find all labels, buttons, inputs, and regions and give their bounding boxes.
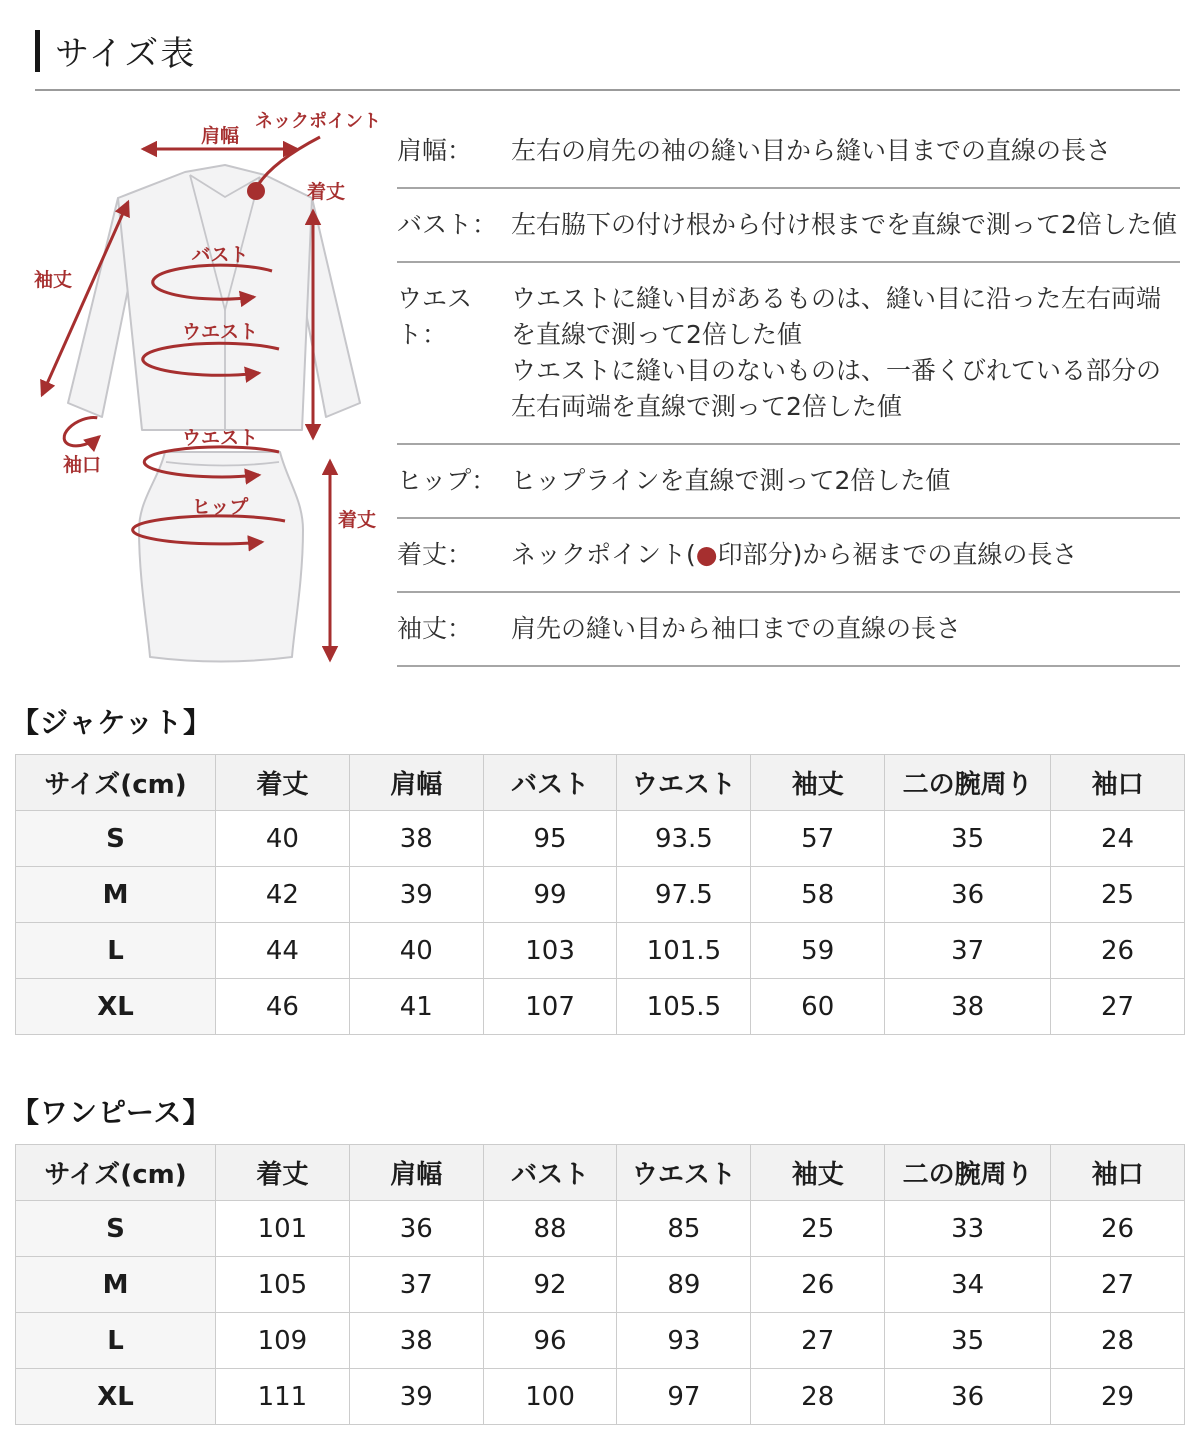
column-header: 肩幅 xyxy=(349,1145,483,1201)
definition-row-waist xyxy=(397,263,1180,445)
onepiece-size-section xyxy=(11,1091,1185,1425)
column-header: 二の腕周り xyxy=(885,755,1051,811)
shoulder-width-label: 肩幅 xyxy=(200,125,240,147)
definition-row-body-length xyxy=(397,519,1180,593)
table-row xyxy=(16,1201,1185,1257)
measurement-value: 38 xyxy=(885,979,1051,1035)
measurement-value: 35 xyxy=(885,1313,1051,1369)
column-header: バスト xyxy=(483,755,617,811)
measurement-value: 42 xyxy=(216,867,350,923)
onepiece-table-heading: 【ワンピース】 xyxy=(11,1096,212,1129)
jacket-body-outline xyxy=(118,165,312,430)
cuff-label: 袖口 xyxy=(62,454,102,476)
table-row xyxy=(16,1313,1185,1369)
column-header: ウエスト xyxy=(617,755,751,811)
measurement-value: 89 xyxy=(617,1257,751,1313)
definition-term: バスト： xyxy=(397,210,498,239)
sleeve-length-label: 袖丈 xyxy=(33,269,73,291)
table-row xyxy=(16,979,1185,1035)
measurement-value: 29 xyxy=(1051,1369,1185,1425)
measurement-value: 101 xyxy=(216,1201,350,1257)
size-column-header: サイズ(cm) xyxy=(16,1145,216,1201)
header-row xyxy=(16,1145,1185,1201)
size-label: L xyxy=(16,923,216,979)
page-title: サイズ表 xyxy=(55,34,197,74)
measurement-value: 28 xyxy=(1051,1313,1185,1369)
cuff-ellipse-arrow xyxy=(60,414,105,452)
column-header: ウエスト xyxy=(617,1145,751,1201)
definition-term: ヒップ： xyxy=(397,466,497,495)
measurement-value: 109 xyxy=(216,1313,350,1369)
column-header: 着丈 xyxy=(216,755,350,811)
definition-term: ウエスト： xyxy=(397,284,473,349)
neck-point-dot xyxy=(247,182,265,200)
measurement-value: 37 xyxy=(349,1257,483,1313)
column-header: 肩幅 xyxy=(349,755,483,811)
definition-term: 肩幅： xyxy=(397,136,473,165)
definition-text-prefix: ネックポイント( xyxy=(511,540,696,569)
measurement-value: 26 xyxy=(751,1257,885,1313)
measurement-value: 60 xyxy=(751,979,885,1035)
measurement-value: 40 xyxy=(216,811,350,867)
definition-line: を直線で測って2倍した値 xyxy=(511,320,802,349)
measurement-value: 93.5 xyxy=(617,811,751,867)
measurement-value: 85 xyxy=(617,1201,751,1257)
measurement-value: 96 xyxy=(483,1313,617,1369)
measurement-value: 41 xyxy=(349,979,483,1035)
onepiece-size-table xyxy=(15,1144,1185,1425)
column-header: 袖丈 xyxy=(751,755,885,811)
measurement-value: 93 xyxy=(617,1313,751,1369)
measurement-value: 25 xyxy=(751,1201,885,1257)
jacket-size-section xyxy=(11,701,1185,1035)
size-label: L xyxy=(16,1313,216,1369)
column-header: バスト xyxy=(483,1145,617,1201)
column-header: 袖口 xyxy=(1051,755,1185,811)
measurement-value: 103 xyxy=(483,923,617,979)
measurement-value: 38 xyxy=(349,1313,483,1369)
measurement-value: 95 xyxy=(483,811,617,867)
size-column-header: サイズ(cm) xyxy=(16,755,216,811)
definition-row-bust xyxy=(397,189,1180,263)
measurement-value: 105.5 xyxy=(617,979,751,1035)
definition-line: ウエストに縫い目のないものは、一番くびれている部分の xyxy=(511,356,1162,385)
size-label: M xyxy=(16,1257,216,1313)
measurement-value: 39 xyxy=(349,867,483,923)
measurement-value: 27 xyxy=(751,1313,885,1369)
measurement-value: 25 xyxy=(1051,867,1185,923)
page-header xyxy=(35,0,1180,91)
size-tables-section xyxy=(0,701,1200,1425)
garment-diagram xyxy=(25,105,383,689)
measurement-value: 26 xyxy=(1051,923,1185,979)
skirt-waist-label: ウエスト xyxy=(181,427,259,449)
table-row xyxy=(16,867,1185,923)
table-row xyxy=(16,811,1185,867)
definition-row-sleeve-length xyxy=(397,593,1180,667)
measurement-value: 97.5 xyxy=(617,867,751,923)
skirt-length-label: 着丈 xyxy=(338,509,377,531)
table-row xyxy=(16,1257,1185,1313)
definition-term: 着丈： xyxy=(397,540,473,569)
measurement-value: 27 xyxy=(1051,1257,1185,1313)
definition-row-hip xyxy=(397,445,1180,519)
measurement-value: 100 xyxy=(483,1369,617,1425)
neck-point-label: ネックポイント xyxy=(255,111,381,132)
definition-description: 左右の肩先の袖の縫い目から縫い目までの直線の長さ xyxy=(511,136,1112,165)
neck-point-dot-glyph: ● xyxy=(695,540,718,569)
definition-description xyxy=(511,281,1180,425)
bust-label: バスト xyxy=(191,244,249,266)
measurement-value: 105 xyxy=(216,1257,350,1313)
size-label: M xyxy=(16,867,216,923)
measurement-value: 58 xyxy=(751,867,885,923)
measurement-value: 39 xyxy=(349,1369,483,1425)
measurement-value: 88 xyxy=(483,1201,617,1257)
table-row xyxy=(16,923,1185,979)
measurement-value: 99 xyxy=(483,867,617,923)
column-header: 袖口 xyxy=(1051,1145,1185,1201)
measurement-value: 34 xyxy=(885,1257,1051,1313)
measurement-value: 38 xyxy=(349,811,483,867)
definition-line: ウエストに縫い目があるものは、縫い目に沿った左右両端 xyxy=(511,284,1162,313)
size-label: XL xyxy=(16,979,216,1035)
column-header: 袖丈 xyxy=(751,1145,885,1201)
jacket-waist-label: ウエスト xyxy=(181,321,259,343)
measurement-value: 44 xyxy=(216,923,350,979)
measurement-value: 33 xyxy=(885,1201,1051,1257)
definition-line: 左右両端を直線で測って2倍した値 xyxy=(511,392,902,421)
definition-description: 肩先の縫い目から袖口までの直線の長さ xyxy=(511,614,962,643)
measurement-value: 40 xyxy=(349,923,483,979)
hip-label: ヒップ xyxy=(191,496,249,518)
measurement-value: 36 xyxy=(885,867,1051,923)
measurement-value: 46 xyxy=(216,979,350,1035)
measurement-value: 111 xyxy=(216,1369,350,1425)
jacket-size-table xyxy=(15,754,1185,1035)
measurement-definitions xyxy=(397,115,1180,689)
definition-description: 左右脇下の付け根から付け根までを直線で測って2倍した値 xyxy=(511,210,1177,239)
column-header: 二の腕周り xyxy=(885,1145,1051,1201)
jacket-length-label: 着丈 xyxy=(306,181,346,203)
measurement-value: 59 xyxy=(751,923,885,979)
size-label: XL xyxy=(16,1369,216,1425)
measurement-value: 92 xyxy=(483,1257,617,1313)
measurement-value: 97 xyxy=(617,1369,751,1425)
measurement-value: 37 xyxy=(885,923,1051,979)
definition-description: ヒップラインを直線で測って2倍した値 xyxy=(511,466,951,495)
measurement-value: 35 xyxy=(885,811,1051,867)
table-row xyxy=(16,1369,1185,1425)
size-label: S xyxy=(16,1201,216,1257)
measurement-value: 57 xyxy=(751,811,885,867)
measurement-guide-section xyxy=(0,91,1200,689)
measurement-value: 28 xyxy=(751,1369,885,1425)
jacket-table-heading: 【ジャケット】 xyxy=(11,706,213,739)
measurement-diagram-svg xyxy=(25,105,383,685)
measurement-value: 101.5 xyxy=(617,923,751,979)
skirt-outline xyxy=(139,452,303,662)
definition-description xyxy=(511,537,1180,573)
definition-text-suffix: 印部分)から裾までの直線の長さ xyxy=(717,540,1078,569)
measurement-value: 24 xyxy=(1051,811,1185,867)
size-label: S xyxy=(16,811,216,867)
header-row xyxy=(16,755,1185,811)
measurement-value: 36 xyxy=(885,1369,1051,1425)
definition-row-shoulder-width xyxy=(397,115,1180,189)
measurement-value: 107 xyxy=(483,979,617,1035)
measurement-value: 26 xyxy=(1051,1201,1185,1257)
measurement-value: 27 xyxy=(1051,979,1185,1035)
definition-term: 袖丈： xyxy=(397,614,473,643)
measurement-value: 36 xyxy=(349,1201,483,1257)
column-header: 着丈 xyxy=(216,1145,350,1201)
